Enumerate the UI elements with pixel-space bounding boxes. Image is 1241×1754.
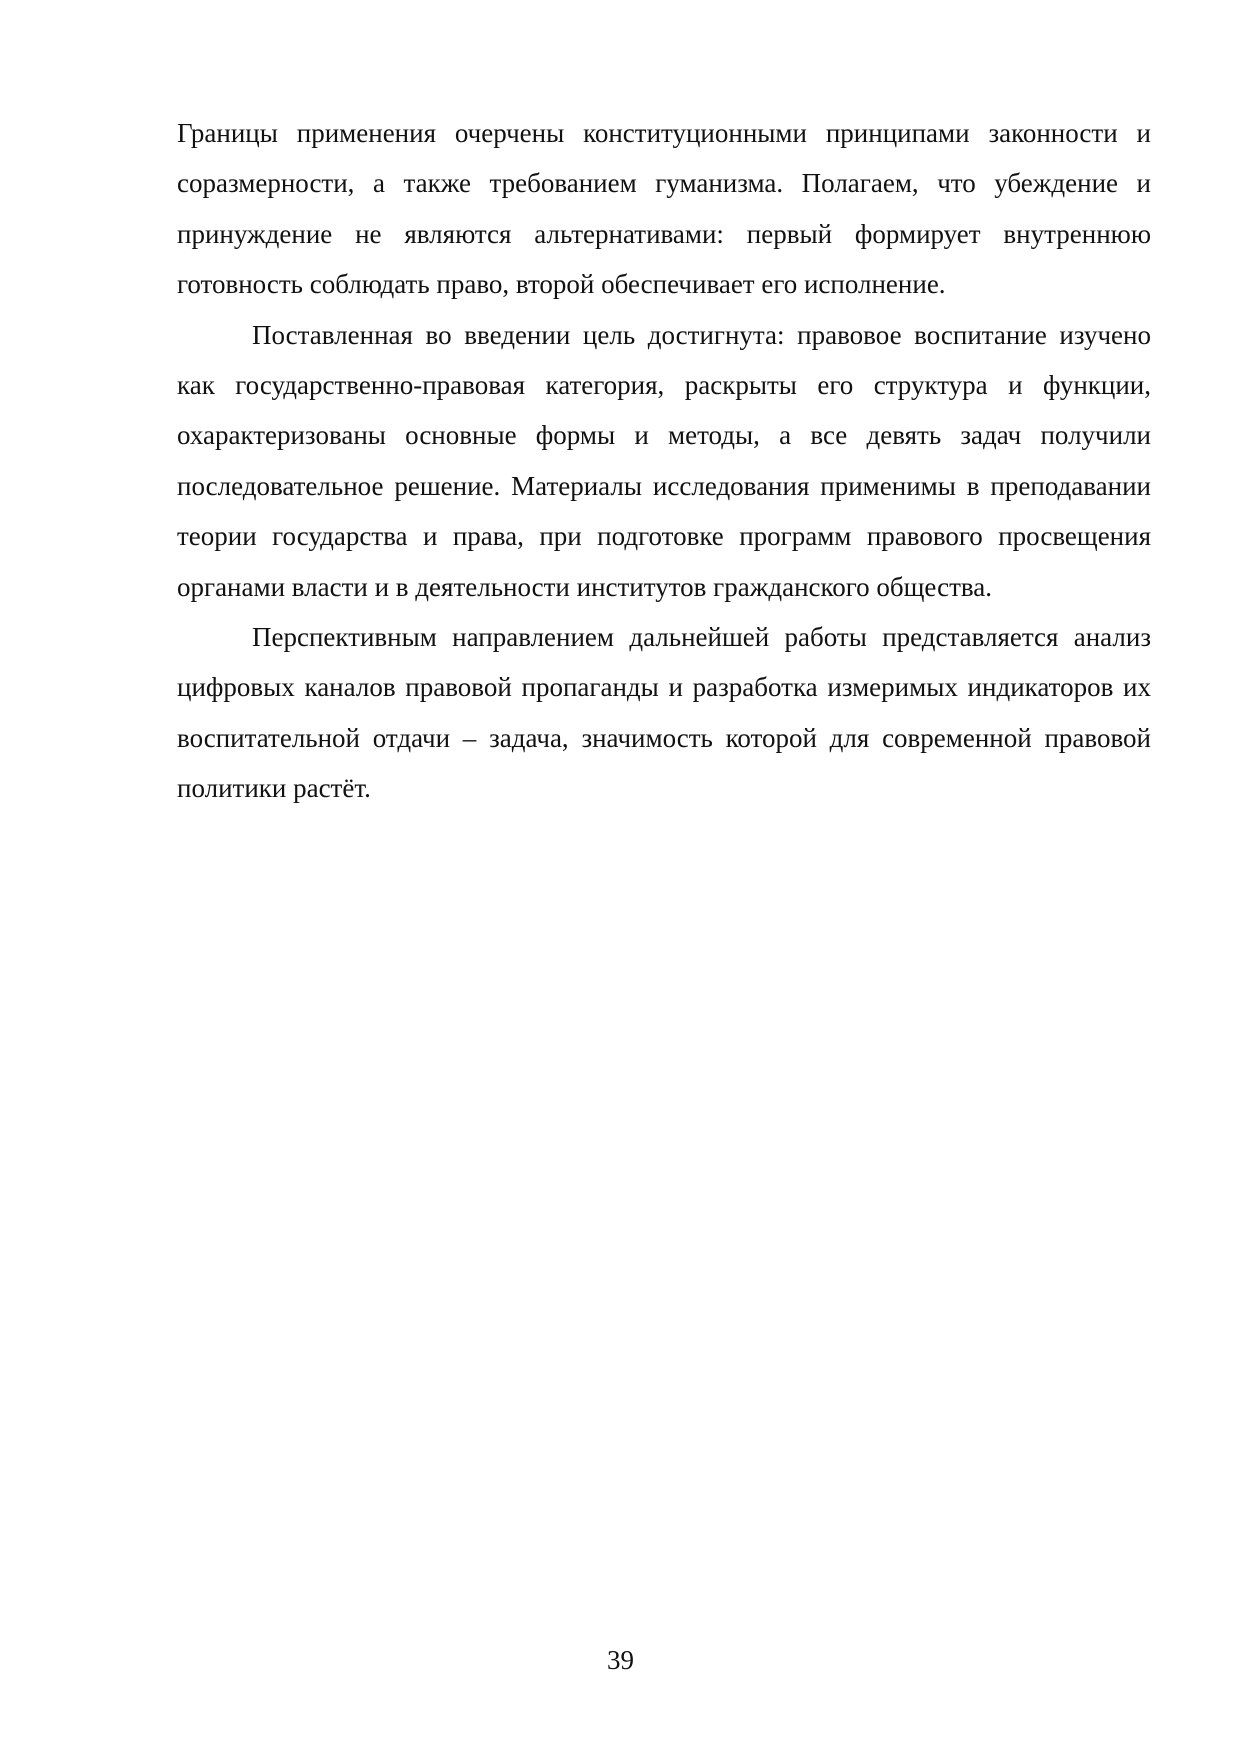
paragraph-1: Границы применения очерчены конституционными принципами законности и соразмерности, а также требованием гуманизма. Полагаем, что убеждение и принуждение не являются альтернативами: первый формирует внутреннюю готовность соблюдать право, второй обеспечивает его исполнение.	[177, 118, 1151, 300]
page-number: 39	[607, 1645, 634, 1675]
paragraph-2: Поставленная во введении цель достигнута: правовое воспитание изучено как государственно-правовая категория, раскрыты его структура и функции, охарактеризованы основные формы и методы, а все девять задач получили последовательное решение. Материалы исследования применимы в преподавании теории государства и права, при подготовке программ правового просвещения органами власти и в деятельности институтов гражданского общества.	[177, 319, 1151, 602]
body-text	[177, 108, 1151, 814]
paragraph-3: Перспективным направлением дальнейшей работы представляется анализ цифровых каналов правовой пропаганды и разработка измеримых индикаторов их воспитательной отдачи – задача, значимость которой для современной правовой политики растёт.	[177, 622, 1151, 804]
